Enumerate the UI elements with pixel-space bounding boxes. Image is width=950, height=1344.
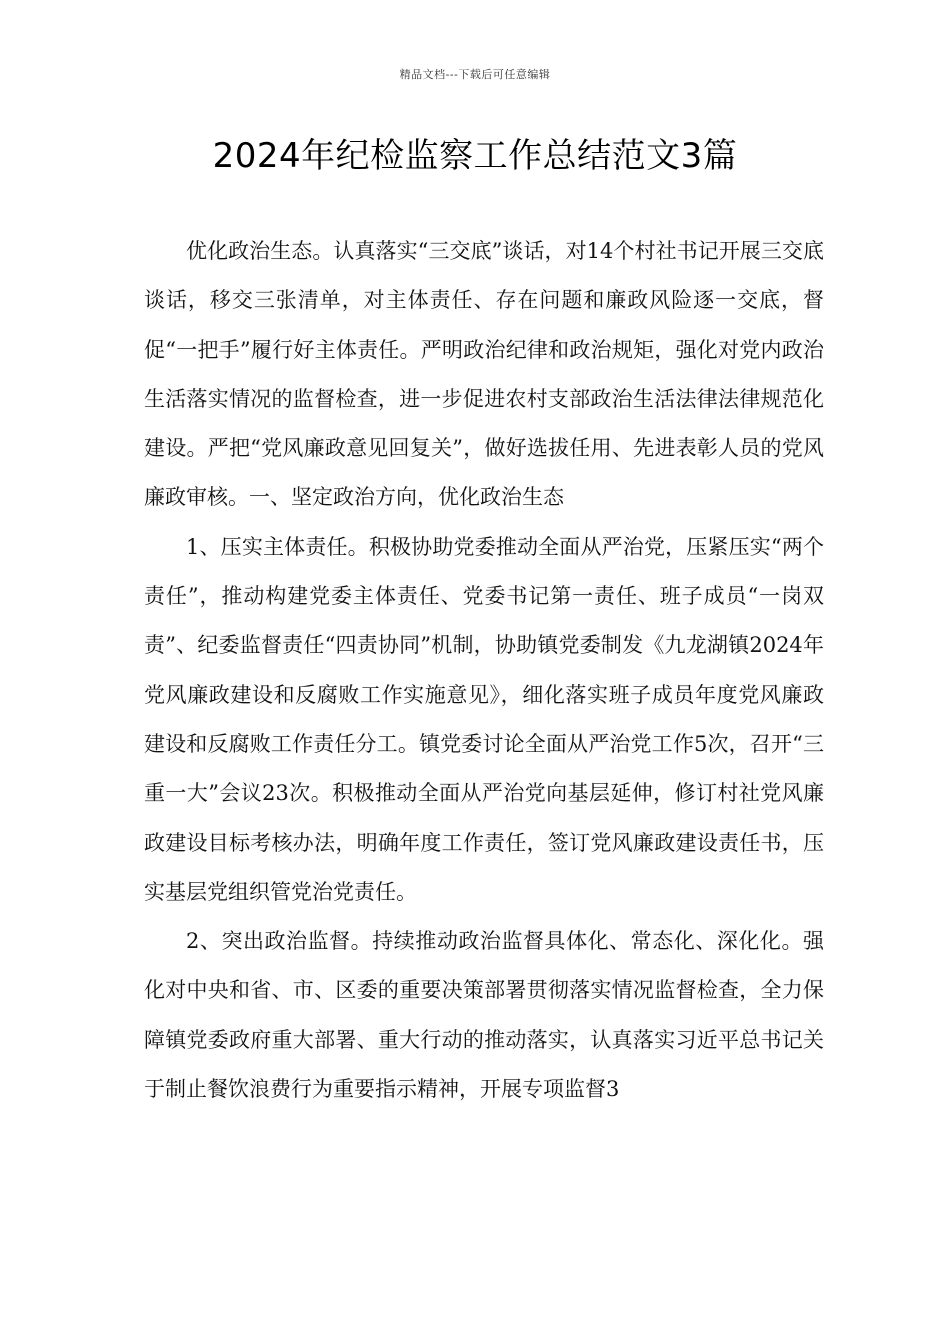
paragraph-2: 1、压实主体责任。积极协助党委推动全面从严治党，压紧压实“两个责任”，推动构建党委主体责任、党委书记第一责任、班子成员“一岗双责”、纪委监督责任“四责协同”机制，协助镇党委制发《九龙湖镇2024年党风廉政建设和反腐败工作实施意见》，细化落实班子成员年度党风廉政建设和反腐败工作责任分工。镇党委讨论全面从严治党工作5次，召开“三重一大”会议23次。积极推动全面从严治党向基层延伸，修订村社党风廉政建设目标考核办法，明确年度工作责任，签订党风廉政建设责任书，压实基层党组织管党治党责任。 bbox=[144, 534, 824, 904]
document-title: 2024年纪检监察工作总结范文3篇 bbox=[212, 136, 738, 176]
paragraph-3: 2、突出政治监督。持续推动政治监督具体化、常态化、深化化。强化对中央和省、市、区委的重要决策部署贯彻落实情况监督检查，全力保障镇党委政府重大部署、重大行动的推动落实，认真落实习近平总书记关于制止餐饮浪费行为重要指示精神，开展专项监督3 bbox=[144, 929, 824, 1102]
document-body bbox=[144, 227, 824, 1114]
header-note: 精品文档---下载后可任意编辑 bbox=[399, 68, 551, 81]
paragraph-1: 优化政治生态。认真落实“三交底”谈话，对14个村社书记开展三交底谈话，移交三张清单，对主体责任、存在问题和廉政风险逐一交底，督促“一把手”履行好主体责任。严明政治纪律和政治规矩，强化对党内政治生活落实情况的监督检查，进一步促进农村支部政治生活法律法律规范化建设。严把“党风廉政意见回复关”，做好选拔任用、先进表彰人员的党风廉政审核。一、坚定政治方向，优化政治生态 bbox=[144, 239, 824, 510]
